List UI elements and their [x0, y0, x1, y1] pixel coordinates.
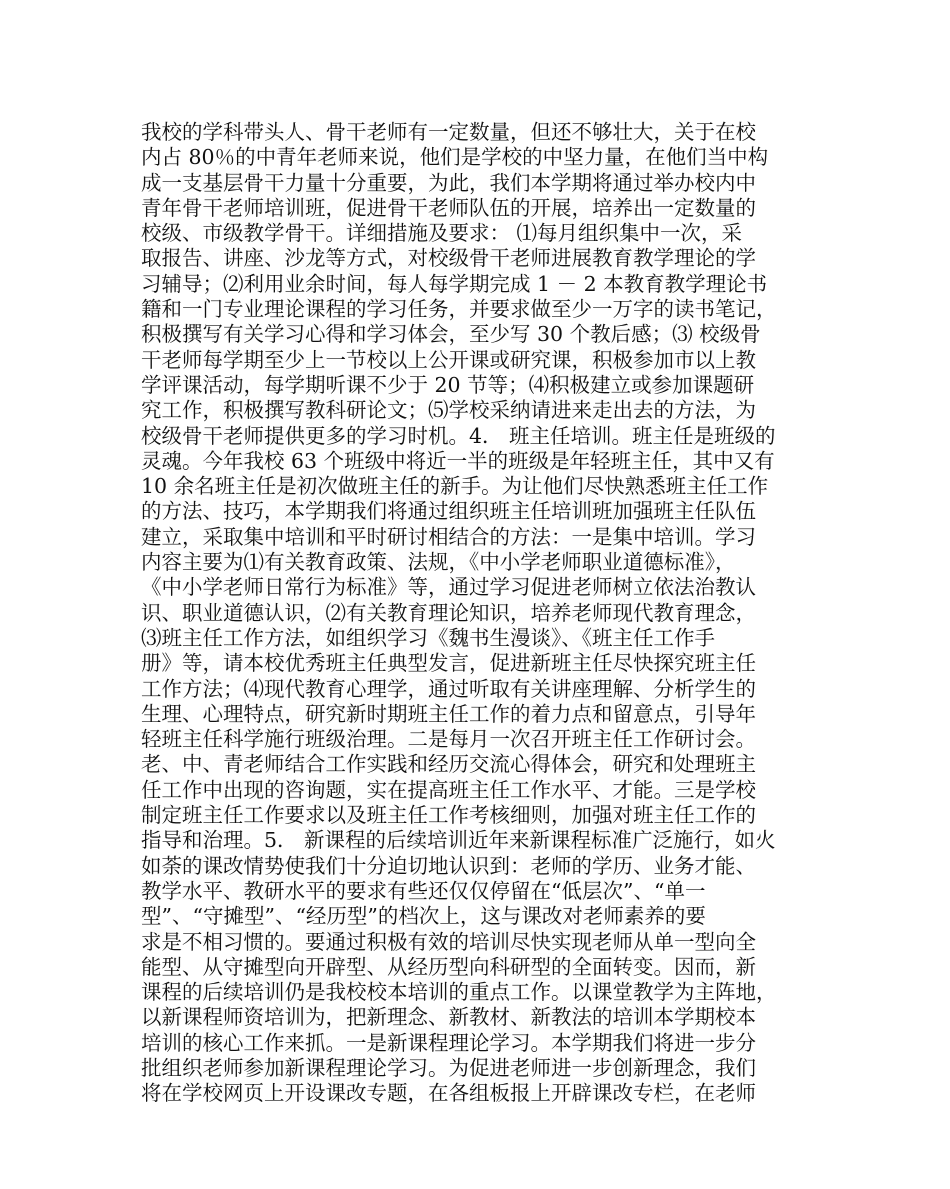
text-line: 识、职业道德认识，⑵有关教育理论知识，培养老师现代教育理念，: [141, 600, 756, 625]
text-line: 内容主要为⑴有关教育政策、法规，《中小学老师职业道德标准》，: [141, 550, 736, 575]
text-line: 干老师每学期至少上一节校以上公开课或研究课，积极参加市以上教: [141, 347, 756, 372]
text-line: 内占 80％的中青年老师来说，他们是学校的中坚力量，在他们当中构: [141, 145, 769, 170]
text-line: 课程的后续培训仍是我校校本培训的重点工作。以课堂教学为主阵地，: [141, 980, 777, 1005]
text-line: 取报告、讲座、沙龙等方式，对校级骨干老师进展教育教学理论的学: [141, 246, 756, 271]
text-line: 究工作，积极撰写教科研论文；⑸学校采纳请进来走出去的方法，为: [141, 398, 756, 423]
text-line: 将在学校网页上开设课改专题，在各组板报上开辟课改专栏，在老师: [141, 1081, 756, 1106]
text-line: 习辅导；⑵利用业余时间，每人每学期完成 1 － 2 本教育教学理论书: [141, 271, 768, 296]
text-line: ⑶班主任工作方法，如组织学习《魏书生漫谈》、《班主任工作手: [141, 625, 715, 650]
text-line: 册》等，请本校优秀班主任典型发言，促进新班主任尽快探究班主任: [141, 651, 756, 676]
text-line: 批组织老师参加新课程理论学习。为促进老师进一步创新理念，我们: [141, 1055, 756, 1080]
text-line: 制定班主任工作要求以及班主任工作考核细则，加强对班主任工作的: [141, 803, 756, 828]
text-line: 10 余名班主任是初次做班主任的新手。为让他们尽快熟悉班主任工作: [141, 474, 769, 499]
text-line: 如荼的课改情势使我们十分迫切地认识到：老师的学历、业务才能、: [141, 853, 756, 878]
text-line: 培训的核心工作来抓。一是新课程理论学习。本学期我们将进一步分: [141, 1030, 756, 1055]
text-line: 《中小学老师日常行为标准》等，通过学习促进老师树立依法治教认: [141, 575, 756, 600]
text-line: 学评课活动，每学期听课不少于 20 节等；⑷积极建立或参加课题研: [141, 372, 755, 397]
text-line: 的方法、技巧，本学期我们将通过组织班主任培训班加强班主任队伍: [141, 499, 756, 524]
text-line: 生理、心理特点，研究新时期班主任工作的着力点和留意点，引导年: [141, 701, 756, 726]
text-line: 校级骨干老师提供更多的学习时机。4． 班主任培训。班主任是班级的: [141, 423, 776, 448]
text-line: 籍和一门专业理论课程的学习任务，并要求做至少一万字的读书笔记，: [141, 297, 777, 322]
text-line: 建立，采取集中培训和平时研讨相结合的方法：一是集中培训。学习: [141, 524, 756, 549]
text-line: 青年骨干老师培训班，促进骨干老师队伍的开展，培养出一定数量的: [141, 195, 756, 220]
text-line: 成一支基层骨干力量十分重要，为此，我们本学期将通过举办校内中: [141, 170, 756, 195]
text-line: 轻班主任科学施行班级治理。二是每月一次召开班主任工作研讨会。: [141, 727, 756, 752]
text-line: 能型、从守摊型向开辟型、从经历型向科研型的全面转变。因而，新: [141, 954, 756, 979]
text-line: 以新课程师资培训为，把新理念、新教材、新教法的培训本学期校本: [141, 1005, 756, 1030]
text-line: 教学水平、教研水平的要求有些还仅仅停留在“低层次”、“单一: [141, 878, 706, 903]
text-line: 工作方法；⑷现代教育心理学，通过听取有关讲座理解、分析学生的: [141, 676, 756, 701]
text-line: 老、中、青老师结合工作实践和经历交流心得体会，研究和处理班主: [141, 752, 756, 777]
text-line: 校级、市级教学骨干。详细措施及要求： ⑴每月组织集中一次，采: [141, 221, 743, 246]
text-line: 型”、“守摊型”、“经历型”的档次上，这与课改对老师素养的要: [141, 904, 706, 929]
text-line: 求是不相习惯的。要通过积极有效的培训尽快实现老师从单一型向全: [141, 929, 756, 954]
text-line: 任工作中出现的咨询题，实在提高班主任工作水平、才能。三是学校: [141, 777, 756, 802]
body-text: [141, 120, 811, 1107]
text-line: 我校的学科带头人、骨干老师有一定数量，但还不够壮大，关于在校: [141, 120, 756, 144]
text-line: 积极撰写有关学习心得和学习体会，至少写 30 个教后感；⑶ 校级骨: [141, 322, 761, 347]
text-line: 灵魂。今年我校 63 个班级中将近一半的班级是年轻班主任，其中又有: [141, 448, 775, 473]
text-line: 指导和治理。5． 新课程的后续培训近年来新课程标准广泛施行，如火: [141, 828, 776, 853]
